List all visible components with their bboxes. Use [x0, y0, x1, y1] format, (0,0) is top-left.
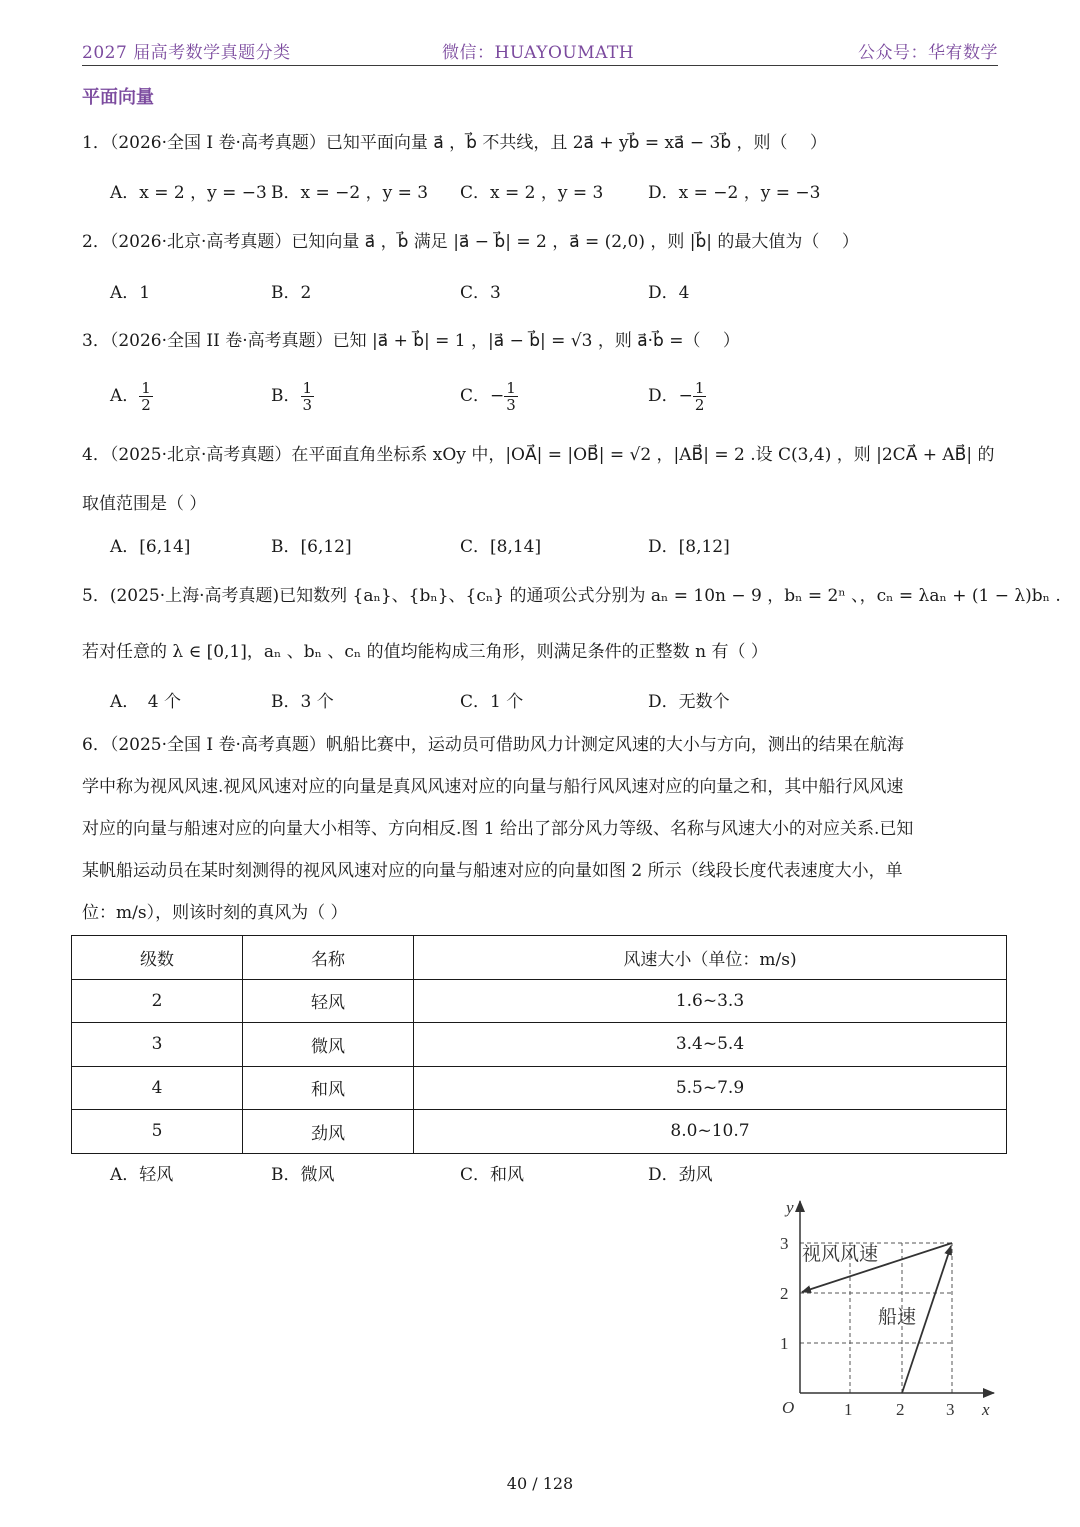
fraction-denominator: 2 [141, 396, 151, 414]
y-axis-label: y [786, 1198, 794, 1217]
table-row [72, 979, 1007, 1023]
header-middle-text: 微信：HUAYOUMATH [442, 43, 635, 63]
fraction [504, 380, 518, 413]
table-cell: 4 [72, 1066, 243, 1110]
question-6-option-d: D．劲风 [648, 1165, 713, 1185]
question-3-option-b [271, 380, 314, 413]
question-6-stem-line-3: 对应的向量与船速对应的向量大小相等、方向相反.图 1 给出了部分风力等级、名称与风速大小的对应关系.已知 [82, 819, 914, 839]
question-6-option-a: A．轻风 [110, 1165, 174, 1185]
fraction-numerator: 1 [302, 379, 313, 397]
apparent-wind-label: 视风风速 [802, 1243, 879, 1265]
table-cell: 5 [72, 1110, 243, 1154]
question-2-option-d: D．4 [648, 283, 690, 303]
wind-scale-table [71, 935, 1007, 1154]
table-cell: 和风 [243, 1066, 414, 1110]
page-number: 40 / 128 [506, 1474, 574, 1493]
question-3-option-d [648, 380, 706, 413]
grid-lines [800, 1243, 952, 1393]
table-header-cell: 风速大小（单位：m/s) [414, 936, 1007, 980]
question-4-stem-line-2: 取值范围是（ ） [82, 494, 207, 514]
question-4-option-a: A．[6,14] [110, 537, 191, 557]
table-cell: 5.5~7.9 [414, 1066, 1007, 1110]
boat-speed-label: 船速 [878, 1306, 917, 1328]
question-2-option-a: A．1 [110, 283, 151, 303]
header-right-text: 公众号：华宥数学 [858, 43, 998, 63]
question-5-option-b: B．3 个 [271, 692, 334, 712]
table-cell: 3.4~5.4 [414, 1023, 1007, 1067]
x-tick-label: 3 [946, 1400, 955, 1419]
option-sign: − [678, 386, 693, 406]
header-left-text: 2027 届高考数学真题分类 [82, 43, 291, 63]
question-1-option-a: A．x = 2 ，y = −3 [110, 183, 267, 203]
fraction [693, 380, 707, 413]
question-3-option-a [110, 380, 153, 413]
table-row [72, 1023, 1007, 1067]
question-5-option-a: A． 4 个 [110, 692, 181, 712]
question-3-stem: 3．（2026·全国 II 卷·高考真题）已知 |a⃗ + b⃗| = 1 ，|a⃗ − b⃗| = √3 ，则 a⃗·b⃗ =（ ） [82, 331, 740, 351]
fraction-denominator: 2 [694, 396, 705, 414]
fraction-denominator: 3 [506, 396, 516, 414]
table-cell: 8.0~10.7 [414, 1110, 1007, 1154]
option-label: D． [648, 386, 679, 406]
table-cell: 轻风 [243, 979, 414, 1023]
question-4-stem-line-1: 4．（2025·北京·高考真题）在平面直角坐标系 xOy 中，|OA⃗| = |OB⃗| = √2 ，|AB⃗| = 2 .设 C(3,4) ，则 |2CA⃗ + AB⃗| 的 [82, 445, 995, 465]
x-tick-label: 2 [896, 1400, 905, 1419]
origin-label: O [782, 1398, 795, 1417]
y-tick-label: 2 [780, 1284, 789, 1303]
table-cell: 1.6~3.3 [414, 979, 1007, 1023]
fraction-numerator: 1 [506, 379, 516, 397]
question-2-option-c: C．3 [460, 283, 501, 303]
table-cell: 劲风 [243, 1110, 414, 1154]
table-header-cell: 名称 [243, 936, 414, 980]
option-sign: − [490, 386, 505, 406]
fraction [301, 380, 315, 413]
x-axis-label: x [982, 1400, 990, 1419]
table-cell: 3 [72, 1023, 243, 1067]
table-row [72, 1110, 1007, 1154]
table-row [72, 1066, 1007, 1110]
question-6-stem-line-1: 6．（2025·全国 I 卷·高考真题）帆船比赛中，运动员可借助风力计测定风速的大小与方向，测出的结果在航海 [82, 735, 904, 755]
table-cell: 2 [72, 979, 243, 1023]
question-5-stem-line-2: 若对任意的 λ ∈ [0,1]，aₙ 、bₙ 、cₙ 的值均能构成三角形，则满足条件的正整数 n 有（ ） [82, 642, 768, 662]
x-tick-label: 1 [844, 1400, 853, 1419]
question-6-stem-line-4: 某帆船运动员在某时刻测得的视风风速对应的向量与船速对应的向量如图 2 所示（线段长度代表速度大小，单 [82, 861, 903, 881]
question-3-option-c [460, 380, 518, 413]
question-1-option-b: B．x = −2 ，y = 3 [271, 183, 429, 203]
question-1-option-d: D．x = −2 ，y = −3 [648, 183, 821, 203]
vector-figure [772, 1195, 1002, 1425]
question-2-stem: 2．（2026·北京·高考真题）已知向量 a⃗ ，b⃗ 满足 |a⃗ − b⃗| = 2 ，a⃗ = (2,0) ，则 |b⃗| 的最大值为（ ） [82, 232, 859, 252]
question-6-stem-line-5: 位：m/s），则该时刻的真风为（ ） [82, 903, 348, 923]
y-tick-label: 1 [780, 1334, 789, 1353]
fraction-numerator: 1 [141, 379, 151, 397]
table-header-row [72, 936, 1007, 980]
question-4-option-b: B．[6,12] [271, 537, 352, 557]
question-1-stem: 1．（2026·全国 I 卷·高考真题）已知平面向量 a⃗ ，b⃗ 不共线，且 2a⃗ + yb⃗ = xa⃗ − 3b⃗ ，则（ ） [82, 133, 827, 153]
question-2-option-b: B．2 [271, 283, 312, 303]
fraction-numerator: 1 [694, 379, 705, 397]
section-title: 平面向量 [82, 87, 154, 108]
option-label: C． [460, 386, 491, 406]
question-5-option-c: C．1 个 [460, 692, 524, 712]
table-header-cell: 级数 [72, 936, 243, 980]
question-6-option-b: B．微风 [271, 1165, 335, 1185]
option-label: A． [110, 386, 140, 406]
question-5-stem-line-1: 5．(2025·上海·高考真题)已知数列 {aₙ}、{bₙ}、{cₙ} 的通项公式分别为 aₙ = 10n − 9 ，bₙ = 2ⁿ 、，cₙ = λaₙ + (1 − λ)bₙ . [82, 586, 1061, 606]
fraction [139, 380, 153, 413]
fraction-denominator: 3 [302, 396, 313, 414]
y-tick-label: 3 [780, 1234, 789, 1253]
question-4-option-d: D．[8,12] [648, 537, 730, 557]
question-4-option-c: C．[8,14] [460, 537, 542, 557]
question-6-stem-line-2: 学中称为视风风速.视风风速对应的向量是真风风速对应的向量与船行风风速对应的向量之和，其中船行风风速 [82, 777, 904, 797]
page-header [82, 36, 998, 66]
question-5-option-d: D．无数个 [648, 692, 730, 712]
table-cell: 微风 [243, 1023, 414, 1067]
question-1-option-c: C．x = 2 ，y = 3 [460, 183, 604, 203]
option-label: B． [271, 386, 301, 406]
question-6-option-c: C．和风 [460, 1165, 525, 1185]
